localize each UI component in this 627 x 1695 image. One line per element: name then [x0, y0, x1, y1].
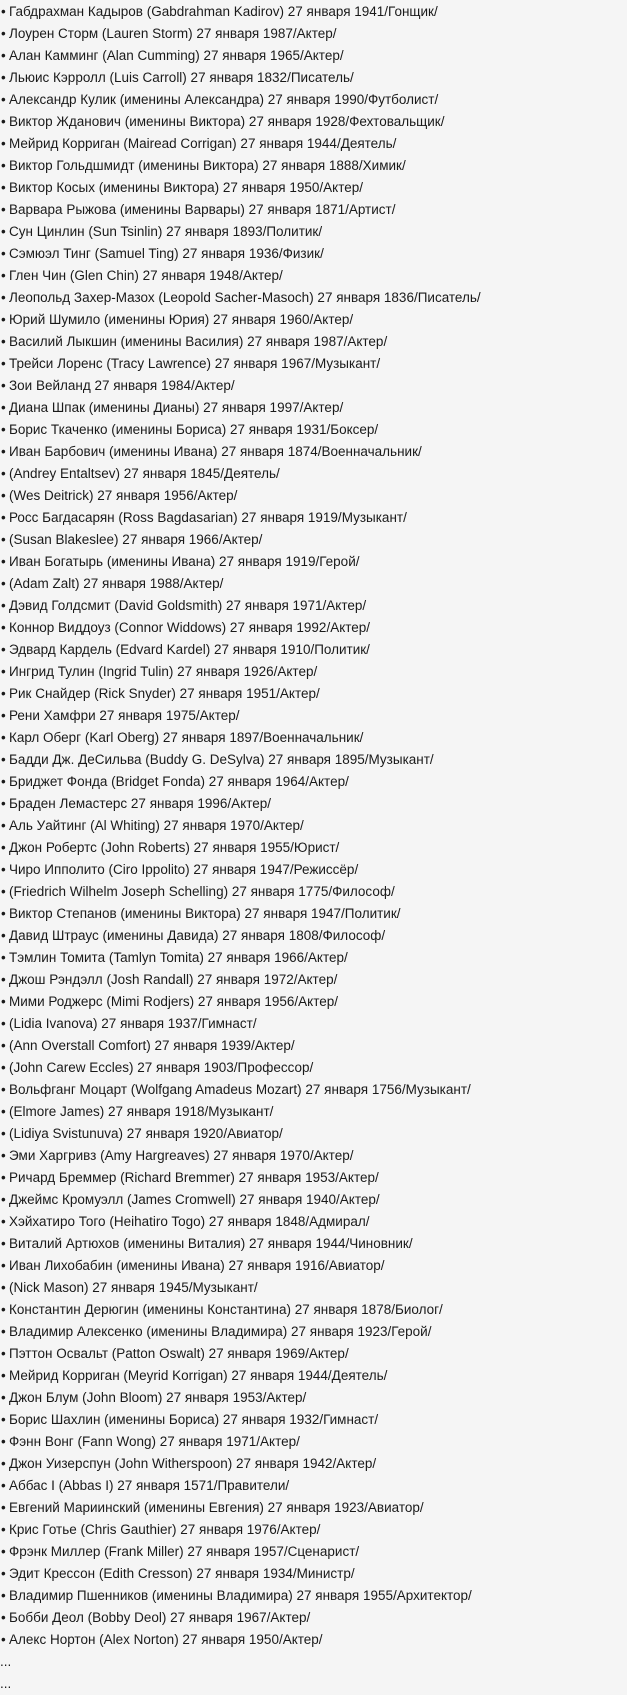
bullet-icon: • — [1, 114, 6, 129]
list-item — [0, 991, 627, 1013]
bullet-icon: • — [1, 422, 6, 437]
list-item-text: Карл Оберг (Karl Oberg) 27 января 1897/Военначальник/ — [9, 730, 364, 745]
list-item — [0, 1145, 627, 1167]
list-item-text: Виктор Косых (именины Виктора) 27 января 1950/Актер/ — [9, 180, 363, 195]
list-item-text: Сэмюэл Тинг (Samuel Ting) 27 января 1936/Физик/ — [9, 246, 324, 261]
bullet-icon: • — [1, 1170, 6, 1185]
bullet-icon: • — [1, 818, 6, 833]
list-item — [0, 1189, 627, 1211]
list-item-text: Джош Рэндэлл (Josh Randall) 27 января 1972/Актер/ — [9, 972, 338, 987]
list-item-text: Браден Лемастерс 27 января 1996/Актер/ — [9, 796, 272, 811]
list-item — [0, 1035, 627, 1057]
list-item-text: Глен Чин (Glen Chin) 27 января 1948/Актер/ — [9, 268, 283, 283]
list-item-text: (Lidiya Svistunuva) 27 января 1920/Авиатор/ — [9, 1126, 283, 1141]
list-item-text: Лоурен Сторм (Lauren Storm) 27 января 1987/Актер/ — [9, 26, 337, 41]
list-item — [0, 1387, 627, 1409]
list-item — [0, 1211, 627, 1233]
bullet-icon: • — [1, 136, 6, 151]
list-item-text: Росс Багдасарян (Ross Bagdasarian) 27 января 1919/Музыкант/ — [9, 510, 407, 525]
list-item — [0, 1101, 627, 1123]
list-item — [0, 45, 627, 67]
list-item-text: Джон Робертс (John Roberts) 27 января 1955/Юрист/ — [9, 840, 340, 855]
list-item-text: (Ann Overstall Comfort) 27 января 1939/Актер/ — [9, 1038, 295, 1053]
bullet-icon: • — [1, 1192, 6, 1207]
list-item-text: Виталий Артюхов (именины Виталия) 27 января 1944/Чиновник/ — [9, 1236, 413, 1251]
list-item-text: Коннор Виддоуз (Connor Widdows) 27 января 1992/Актер/ — [9, 620, 371, 635]
bullet-icon: • — [1, 1016, 6, 1031]
list-item-text: Константин Дерюгин (именины Константина) 27 января 1878/Биолог/ — [9, 1302, 443, 1317]
bullet-icon: • — [1, 268, 6, 283]
list-item — [0, 133, 627, 155]
list-item — [0, 1299, 627, 1321]
bullet-icon: • — [1, 774, 6, 789]
list-item — [0, 177, 627, 199]
list-item — [0, 441, 627, 463]
list-item-text: Пэттон Освальт (Patton Oswalt) 27 января 1969/Актер/ — [9, 1346, 349, 1361]
bullet-icon: • — [1, 224, 6, 239]
list-item-text: Владимир Пшенников (именины Владимира) 27 января 1955/Архитектор/ — [9, 1588, 472, 1603]
list-item-text: (Lidia Ivanova) 27 января 1937/Гимнаст/ — [9, 1016, 257, 1031]
list-item — [0, 595, 627, 617]
list-item — [0, 617, 627, 639]
list-item — [0, 419, 627, 441]
list-item-text: Фэнн Вонг (Fann Wong) 27 января 1971/Актер/ — [9, 1434, 300, 1449]
list-item — [0, 1079, 627, 1101]
list-item-text: (Susan Blakeslee) 27 января 1966/Актер/ — [9, 532, 263, 547]
bullet-icon: • — [1, 1060, 6, 1075]
list-item — [0, 683, 627, 705]
bullet-icon: • — [1, 1038, 6, 1053]
bullet-icon: • — [1, 1280, 6, 1295]
bullet-icon: • — [1, 642, 6, 657]
bullet-icon: • — [1, 1588, 6, 1603]
list-item-text: (Andrey Entaltsev) 27 января 1845/Деятель/ — [9, 466, 280, 481]
list-item-text: Мейрид Корриган (Mairead Corrigan) 27 января 1944/Деятель/ — [9, 136, 397, 151]
list-item-text: Джон Уизерспун (John Witherspoon) 27 января 1942/Актер/ — [9, 1456, 377, 1471]
list-item — [0, 969, 627, 991]
list-item-text: Тэмлин Томита (Tamlyn Tomita) 27 января 1966/Актер/ — [9, 950, 348, 965]
list-item-text: Зои Вейланд 27 января 1984/Актер/ — [9, 378, 235, 393]
list-item — [0, 309, 627, 331]
list-item-text: Диана Шпак (именины Дианы) 27 января 1997/Актер/ — [9, 400, 344, 415]
bullet-icon: • — [1, 664, 6, 679]
list-item-text: Джеймс Кромуэлл (James Cromwell) 27 января 1940/Актер/ — [9, 1192, 380, 1207]
bullet-icon: • — [1, 1456, 6, 1471]
list-item — [0, 67, 627, 89]
bullet-icon: • — [1, 1434, 6, 1449]
list-item — [0, 1, 627, 23]
bullet-icon: • — [1, 202, 6, 217]
bullet-icon: • — [1, 752, 6, 767]
bullet-icon: • — [1, 246, 6, 261]
list-item — [0, 881, 627, 903]
list-item-text: (Friedrich Wilhelm Joseph Schelling) 27 января 1775/Философ/ — [9, 884, 395, 899]
list-item-text: Алекс Нортон (Alex Norton) 27 января 1950/Актер/ — [9, 1632, 323, 1647]
bullet-icon: • — [1, 92, 6, 107]
list-item-text: Василий Лыкшин (именины Василия) 27 января 1987/Актер/ — [9, 334, 388, 349]
list-item-text: Рени Хамфри 27 января 1975/Актер/ — [9, 708, 240, 723]
bullet-icon: • — [1, 906, 6, 921]
bullet-icon: • — [1, 1258, 6, 1273]
list-item — [0, 265, 627, 287]
bullet-icon: • — [1, 1566, 6, 1581]
bullet-icon: • — [1, 48, 6, 63]
list-item — [0, 1057, 627, 1079]
list-item — [0, 397, 627, 419]
list-item — [0, 793, 627, 815]
bullet-icon: • — [1, 1126, 6, 1141]
bullet-icon: • — [1, 4, 6, 19]
list-item-text: (John Carew Eccles) 27 января 1903/Профессор/ — [9, 1060, 314, 1075]
list-item-text: Аббас I (Abbas I) 27 января 1571/Правители/ — [9, 1478, 290, 1493]
list-item — [0, 1453, 627, 1475]
list-item-text: Рик Снайдер (Rick Snyder) 27 января 1951/Актер/ — [9, 686, 320, 701]
bullet-icon: • — [1, 840, 6, 855]
ellipsis-2: ... — [0, 1676, 12, 1691]
list-item-text: Александр Кулик (именины Александра) 27 января 1990/Футболист/ — [9, 92, 439, 107]
list-item — [0, 529, 627, 551]
list-item-text: Варвара Рыжова (именины Варвары) 27 января 1871/Артист/ — [9, 202, 396, 217]
list-item — [0, 1475, 627, 1497]
bullet-icon: • — [1, 1500, 6, 1515]
bullet-icon: • — [1, 862, 6, 877]
list-item-text: Борис Ткаченко (именины Бориса) 27 января 1931/Боксер/ — [9, 422, 379, 437]
bullet-icon: • — [1, 1148, 6, 1163]
bullet-icon: • — [1, 576, 6, 591]
list-item-text: Мими Роджерс (Mimi Rodjers) 27 января 1956/Актер/ — [9, 994, 339, 1009]
bullet-icon: • — [1, 488, 6, 503]
list-item-text: Ричард Бреммер (Richard Bremmer) 27 января 1953/Актер/ — [9, 1170, 379, 1185]
list-item — [0, 1365, 627, 1387]
bullet-icon: • — [1, 70, 6, 85]
list-item-text: Алан Камминг (Alan Cumming) 27 января 1965/Актер/ — [9, 48, 344, 63]
bullet-icon: • — [1, 950, 6, 965]
list-item — [0, 771, 627, 793]
bullet-icon: • — [1, 510, 6, 525]
list-item — [0, 1409, 627, 1431]
list-item — [0, 89, 627, 111]
bullet-icon: • — [1, 708, 6, 723]
bullet-icon: • — [1, 180, 6, 195]
list-item-text: Крис Готье (Chris Gauthier) 27 января 1976/Актер/ — [9, 1522, 321, 1537]
bullet-icon: • — [1, 1324, 6, 1339]
list-item-text: Юрий Шумило (именины Юрия) 27 января 1960/Актер/ — [9, 312, 354, 327]
bullet-icon: • — [1, 972, 6, 987]
list-item-text: Иван Богатырь (именины Ивана) 27 января 1919/Герой/ — [9, 554, 360, 569]
list-item-text: Давид Штраус (именины Давида) 27 января 1808/Философ/ — [9, 928, 386, 943]
list-item — [0, 1277, 627, 1299]
list-item-text: Владимир Алексенко (именины Владимира) 27 января 1923/Герой/ — [9, 1324, 432, 1339]
list-item — [0, 815, 627, 837]
bullet-icon: • — [1, 26, 6, 41]
list-item — [0, 1497, 627, 1519]
list-item — [0, 221, 627, 243]
list-item-text: Бобби Деол (Bobby Deol) 27 января 1967/Актер/ — [9, 1610, 311, 1625]
list-item-text: Евгений Мариинский (именины Евгения) 27 января 1923/Авиатор/ — [9, 1500, 424, 1515]
list-item-text: Виктор Гольдшмидт (именины Виктора) 27 января 1888/Химик/ — [9, 158, 406, 173]
bullet-icon: • — [1, 1544, 6, 1559]
list-item — [0, 573, 627, 595]
list-item — [0, 1431, 627, 1453]
list-item — [0, 1123, 627, 1145]
bullet-icon: • — [1, 730, 6, 745]
bullet-icon: • — [1, 1368, 6, 1383]
list-item-text: Иван Барбович (именины Ивана) 27 января 1874/Военначальник/ — [9, 444, 422, 459]
bullet-icon: • — [1, 1478, 6, 1493]
list-item-text: Иван Лихобабин (именины Ивана) 27 января 1916/Авиатор/ — [9, 1258, 385, 1273]
list-item — [0, 331, 627, 353]
list-item-text: (Elmore James) 27 января 1918/Музыкант/ — [9, 1104, 274, 1119]
list-item — [0, 925, 627, 947]
list-item-text: Ингрид Тулин (Ingrid Tulin) 27 января 1926/Актер/ — [9, 664, 318, 679]
list-item — [0, 1585, 627, 1607]
bullet-icon: • — [1, 1104, 6, 1119]
list-item — [0, 507, 627, 529]
bullet-icon: • — [1, 334, 6, 349]
list-item — [0, 375, 627, 397]
bullet-icon: • — [1, 1082, 6, 1097]
list-item — [0, 1013, 627, 1035]
list-item-text: Сун Цинлин (Sun Tsinlin) 27 января 1893/Политик/ — [9, 224, 323, 239]
list-item — [0, 155, 627, 177]
list-item — [0, 639, 627, 661]
bullet-icon: • — [1, 466, 6, 481]
list-item-text: Фрэнк Миллер (Frank Miller) 27 января 1957/Сценарист/ — [9, 1544, 360, 1559]
list-item — [0, 23, 627, 45]
bullet-icon: • — [1, 686, 6, 701]
list-item — [0, 243, 627, 265]
ellipsis-1: ... — [0, 1654, 12, 1669]
list-item — [0, 903, 627, 925]
list-item-text: Леопольд Захер-Мазох (Leopold Sacher-Masoch) 27 января 1836/Писатель/ — [9, 290, 481, 305]
bullet-icon: • — [1, 158, 6, 173]
list-item — [0, 661, 627, 683]
list-item — [0, 1541, 627, 1563]
bullet-icon: • — [1, 928, 6, 943]
list-item-text: Борис Шахлин (именины Бориса) 27 января 1932/Гимнаст/ — [9, 1412, 379, 1427]
list-item — [0, 859, 627, 881]
bullet-icon: • — [1, 554, 6, 569]
list-item — [0, 1563, 627, 1585]
list-item-text: Аль Уайтинг (Al Whiting) 27 января 1970/Актер/ — [9, 818, 304, 833]
list-item-text: Эдвард Кардель (Edvard Kardel) 27 января 1910/Политик/ — [9, 642, 370, 657]
list-item — [0, 287, 627, 309]
list-item — [0, 1607, 627, 1629]
list-item — [0, 353, 627, 375]
list-item — [0, 111, 627, 133]
bullet-icon: • — [1, 400, 6, 415]
list-item — [0, 837, 627, 859]
list-item-text: Дэвид Голдсмит (David Goldsmith) 27 января 1971/Актер/ — [9, 598, 367, 613]
list-item-text: Чиро Ипполито (Ciro Ippolito) 27 января 1947/Режиссёр/ — [9, 862, 359, 877]
list-item — [0, 727, 627, 749]
bullet-icon: • — [1, 378, 6, 393]
list-item — [0, 1519, 627, 1541]
bullet-icon: • — [1, 620, 6, 635]
list-item-text: Джон Блум (John Bloom) 27 января 1953/Актер/ — [9, 1390, 307, 1405]
bullet-icon: • — [1, 796, 6, 811]
bullet-icon: • — [1, 1214, 6, 1229]
list-item — [0, 551, 627, 573]
bullet-icon: • — [1, 290, 6, 305]
bullet-icon: • — [1, 1632, 6, 1647]
list-item — [0, 463, 627, 485]
list-item — [0, 485, 627, 507]
bullet-icon: • — [1, 1522, 6, 1537]
list-item — [0, 1255, 627, 1277]
list-item-text: (Wes Deitrick) 27 января 1956/Актер/ — [9, 488, 238, 503]
bullet-icon: • — [1, 444, 6, 459]
bullet-icon: • — [1, 1346, 6, 1361]
bullet-icon: • — [1, 1412, 6, 1427]
list-item-text: Вольфганг Моцарт (Wolfgang Amadeus Mozart) 27 января 1756/Музыкант/ — [9, 1082, 471, 1097]
list-item-text: Льюис Кэрролл (Luis Carroll) 27 января 1832/Писатель/ — [9, 70, 354, 85]
list-item — [0, 1233, 627, 1255]
bullet-icon: • — [1, 1302, 6, 1317]
list-item — [0, 1629, 627, 1651]
list-item — [0, 1321, 627, 1343]
bullet-icon: • — [1, 994, 6, 1009]
list-item-text: (Nick Mason) 27 января 1945/Музыкант/ — [9, 1280, 258, 1295]
list-item-text: Виктор Степанов (именины Виктора) 27 января 1947/Политик/ — [9, 906, 401, 921]
bullet-icon: • — [1, 1610, 6, 1625]
list-item — [0, 947, 627, 969]
bullet-icon: • — [1, 532, 6, 547]
list-item-text: (Adam Zalt) 27 января 1988/Актер/ — [9, 576, 224, 591]
list-item-text: Виктор Жданович (именины Виктора) 27 января 1928/Фехтовальщик/ — [9, 114, 445, 129]
bullet-icon: • — [1, 884, 6, 899]
list-item-text: Трейси Лоренс (Tracy Lawrence) 27 января 1967/Музыкант/ — [9, 356, 381, 371]
bullet-icon: • — [1, 312, 6, 327]
list-item-text: Бадди Дж. ДеСильва (Buddy G. DeSylva) 27 января 1895/Музыкант/ — [9, 752, 434, 767]
list-item-text: Хэйхатиро Того (Heihatiro Togo) 27 января 1848/Адмирал/ — [9, 1214, 370, 1229]
list-item-text: Мейрид Корриган (Meyrid Korrigan) 27 января 1944/Деятель/ — [9, 1368, 388, 1383]
bullet-icon: • — [1, 356, 6, 371]
list-item-text: Эдит Крессон (Edith Cresson) 27 января 1934/Министр/ — [9, 1566, 355, 1581]
list-item — [0, 1167, 627, 1189]
list-item — [0, 199, 627, 221]
list-item — [0, 1343, 627, 1365]
list-item — [0, 705, 627, 727]
bullet-icon: • — [1, 1390, 6, 1405]
bullet-icon: • — [1, 598, 6, 613]
list-item-text: Эми Харгривз (Amy Hargreaves) 27 января 1970/Актер/ — [9, 1148, 354, 1163]
list-item — [0, 749, 627, 771]
list-item-text: Бриджет Фонда (Bridget Fonda) 27 января 1964/Актер/ — [9, 774, 349, 789]
list-item-text: Габдрахман Кадыров (Gabdrahman Kadirov) 27 января 1941/Гонщик/ — [9, 4, 438, 19]
bullet-icon: • — [1, 1236, 6, 1251]
